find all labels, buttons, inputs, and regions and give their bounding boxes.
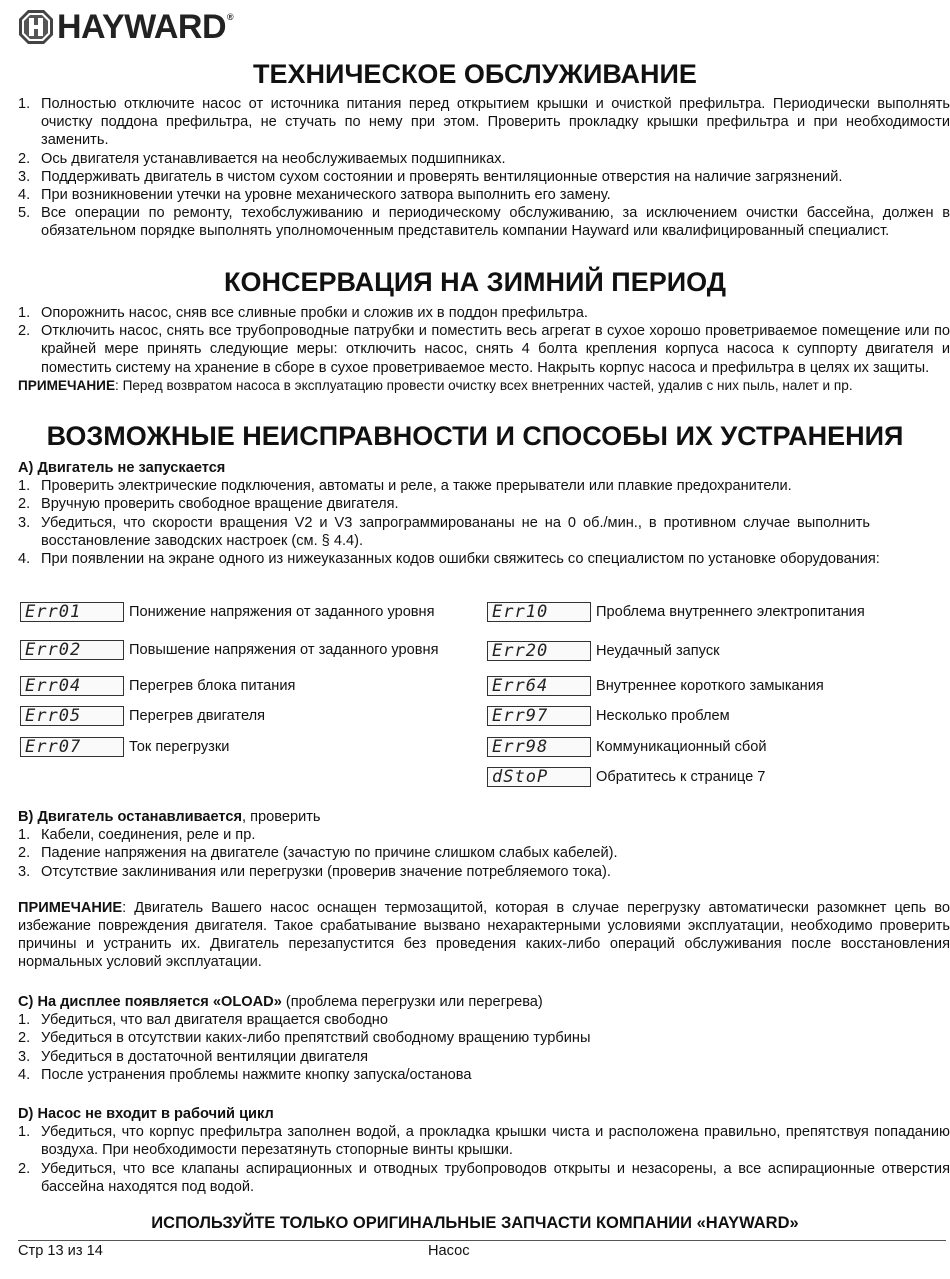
document-name: Насос (428, 1243, 470, 1259)
error-description: Внутреннее короткого замыкания (596, 678, 824, 694)
fault-b-note: ПРИМЕЧАНИЕ: Двигатель Вашего насос оснащен термозащитой, которая в случае перегрузку автоматически разомкнет цепь во избежание повреждения двигателя. Такое срабатывание вызвано нехарактерными условиями эксплуатации, необходимо проверить причины и устранить их. Двигатель перезапустится без проведения каких-либо операций обслуживания после восстановления нормальных условий эксплуатации. (18, 899, 950, 971)
list-item: 3. Поддерживать двигатель в чистом сухом состоянии и проверять вентиляционные отверстия на наличие загрязнений. (18, 168, 843, 185)
list-item: 2. Убедиться в отсутствии каких-либо препятствий свободному вращению турбины (18, 1030, 591, 1047)
list-item: 2. Отключить насос, снять все трубопроводные патрубки и поместить весь агрегат в сухое хорошо проветриваемое помещение или по крайней мере принять следующие меры: отключить насос, снять 4 болта крепления корпуса насоса к суппорту двигателя и поместить систему на хранение в сборе в сухое проветриваемое место. Накрыть корпус насоса и префильтра в целях их защиты. (18, 323, 950, 376)
error-code-display: Err07 (20, 737, 124, 757)
fault-b-heading: B) Двигатель останавливается, проверить (18, 809, 321, 825)
winter-note: ПРИМЕЧАНИЕ: Перед возвратом насоса в эксплуатацию провести очистку всех внетренних частей, удалив с них пыль, налет и пр. (18, 377, 853, 393)
error-row (487, 736, 916, 758)
error-description: Понижение напряжения от заданного уровня (129, 604, 435, 620)
list-item: 1. Убедиться, что корпус префильтра заполнен водой, а прокладка крышки чиста и расположена правильно, препятствуя попаданию воздуха. При необходимости перезатянуть стопорные винты крышки. (18, 1124, 950, 1159)
list-item: 3. Убедиться в достаточной вентиляции двигателя (18, 1048, 369, 1065)
maintenance-title: ТЕХНИЧЕСКОЕ ОБСЛУЖИВАНИЕ (253, 59, 697, 89)
list-item: 1. Убедиться, что вал двигателя вращается свободно (18, 1012, 388, 1029)
error-row (20, 632, 449, 668)
error-description: Неудачный запуск (596, 643, 720, 659)
list-item: 1. Кабели, соединения, реле и пр. (18, 827, 256, 844)
list-item: 1. Проверить электрические подключения, автоматы и реле, а также прерыватели или плавкие предохранители. (18, 478, 792, 495)
error-code-display: Err64 (487, 676, 591, 696)
error-code-display: Err05 (20, 706, 124, 726)
error-code-display: Err01 (20, 602, 124, 622)
list-item: 4. При появлении на экране одного из нижеуказанных кодов ошибки свяжитесь со специалистом по установке оборудования: (18, 551, 880, 568)
fault-a-heading: A) Двигатель не запускается (18, 460, 226, 476)
list-item: 3. Отсутствие заклинивания или перегрузки (проверив значение потребляемого тока). (18, 863, 611, 880)
error-code-display: Err97 (487, 706, 591, 726)
error-row (487, 601, 916, 623)
page-number: Стр 13 из 14 (18, 1243, 103, 1259)
fault-d-heading: D) Насос не входит в рабочий цикл (18, 1106, 274, 1122)
error-row (487, 766, 916, 788)
error-description: Проблема внутреннего электропитания (596, 604, 865, 620)
list-item: 2. Падение напряжения на двигателе (зачастую по причине слишком слабых кабелей). (18, 845, 618, 862)
error-description: Несколько проблем (596, 708, 730, 724)
error-row (20, 675, 449, 697)
error-code-display: Err98 (487, 737, 591, 757)
hayward-logo-icon (18, 9, 54, 45)
original-parts-notice: ИСПОЛЬЗУЙТЕ ТОЛЬКО ОРИГИНАЛЬНЫЕ ЗАПЧАСТИ КОМПАНИИ «HAYWARD» (151, 1214, 799, 1232)
error-code-display: dStoP (487, 767, 591, 787)
error-row (487, 675, 916, 697)
list-item: 1. Полностью отключите насос от источника питания перед открытием крышки и очисткой префильтра. Периодически выполнять очистку поддона префильтра, не стучать по нему при этом. Проверить прокладку крышки префильтра и при необходимости заменить. (18, 96, 950, 149)
list-item: 2. Вручную проверить свободное вращение двигателя. (18, 496, 399, 513)
error-code-table (18, 592, 950, 792)
footer-divider (18, 1240, 946, 1241)
list-item: 1. Опорожнить насос, сняв все сливные пробки и сложив их в поддон префильтра. (18, 305, 588, 321)
fault-c-heading: C) На дисплее появляется «OLOAD» (проблема перегрузки или перегрева) (18, 994, 543, 1010)
list-item: 3. Убедиться, что скорости вращения V2 и V3 запрограммировананы не на 0 об./мин., в противном случае выполнить восстановление заводских настроек (см. § 4.4). (18, 514, 870, 549)
error-row (20, 736, 449, 758)
winter-list (18, 304, 950, 395)
error-code-display: Err04 (20, 676, 124, 696)
fault-d (18, 1105, 950, 1196)
faults-title: ВОЗМОЖНЫЕ НЕИСПРАВНОСТИ И СПОСОБЫ ИХ УСТРАНЕНИЯ (46, 421, 904, 451)
list-item: 4. После устранения проблемы нажмите кнопку запуска/останова (18, 1066, 472, 1083)
maintenance-list (18, 95, 950, 241)
logo-wordmark: HAYWARD® (57, 8, 234, 46)
error-description: Коммуникационный сбой (596, 739, 767, 755)
error-description: Перегрев двигателя (129, 708, 265, 724)
fault-c (18, 993, 950, 1084)
list-item: 2. Убедиться, что все клапаны аспирационных и отводных трубопроводов открыты и незасорены, а все аспирационные отверстия бассейна находятся под водой. (18, 1160, 950, 1195)
error-code-display: Err10 (487, 602, 591, 622)
list-item: 2. Ось двигателя устанавливается на необслуживаемых подшипниках. (18, 150, 506, 167)
error-row (20, 594, 449, 630)
error-description: Обратитесь к странице 7 (596, 769, 766, 785)
error-row (487, 640, 916, 662)
error-row (20, 705, 449, 727)
error-description: Перегрев блока питания (129, 678, 296, 694)
fault-a (18, 459, 950, 568)
error-description: Ток перегрузки (129, 739, 230, 755)
list-item: 4. При возникновении утечки на уровне механического затвора выполнить его замену. (18, 187, 611, 204)
error-code-display: Err02 (20, 640, 124, 660)
fault-b (18, 808, 950, 972)
list-item: 5. Все операции по ремонту, техобслуживанию и периодическому обслуживанию, за исключением очистки бассейна, должен в обязательном порядке выполнять уполномоченным представитель компании Hayward или квалифицированный специалист. (18, 205, 950, 240)
error-description: Повышение напряжения от заданного уровня (129, 642, 439, 658)
hayward-logo (18, 8, 233, 46)
error-row (487, 705, 916, 727)
error-code-display: Err20 (487, 641, 591, 661)
winter-title: КОНСЕРВАЦИЯ НА ЗИМНИЙ ПЕРИОД (223, 267, 727, 297)
